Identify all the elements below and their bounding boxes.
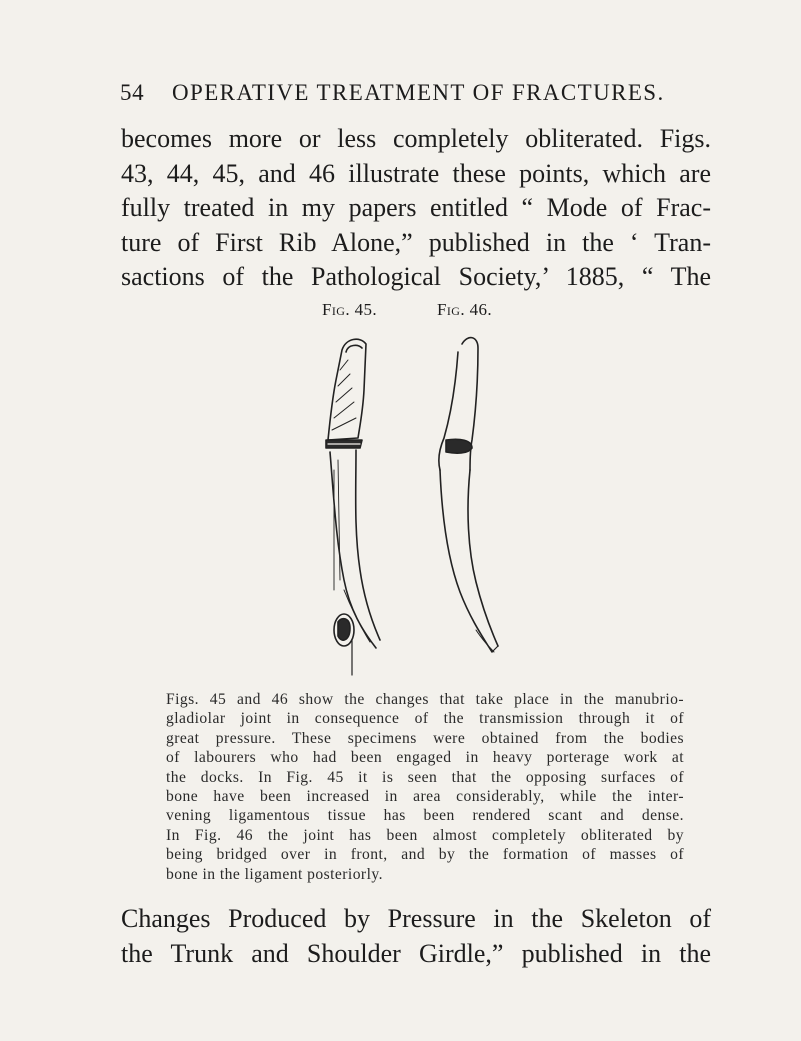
running-title: OPERATIVE TREATMENT OF FRACTURES. — [172, 80, 665, 105]
fig-45-sternum-drawing — [326, 339, 380, 675]
caption-line: Figs. 45 and 46 show the changes that take place in the manubrio- — [166, 691, 684, 708]
caption-line: bone in the ligament posteriorly. — [166, 865, 383, 883]
caption-line: In Fig. 46 the joint has been almost completely obliterated by — [166, 826, 684, 844]
sternum-illustration — [300, 330, 520, 680]
caption-line: being bridged over in front, and by the formation of masses of — [166, 846, 684, 864]
body-line: ture of First Rib Alone,” published in the ‘ Tran- — [121, 227, 711, 257]
running-head — [120, 80, 680, 106]
figure-caption — [166, 690, 684, 884]
body-line: Changes Produced by Pressure in the Skeleton of — [121, 904, 711, 933]
body-line: the Trunk and Shoulder Girdle,” published in the — [121, 938, 711, 968]
page-number: 54 — [120, 80, 145, 105]
body-line: sactions of the Pathological Society,’ 1885, “ The — [121, 262, 711, 291]
fig-45-label: Fig. 45. — [322, 300, 378, 319]
caption-line: the docks. In Fig. 45 it is seen that the opposing surfaces of — [166, 768, 684, 786]
body-paragraph-bottom — [121, 902, 711, 971]
body-line: 43, 44, 45, and 46 illustrate these points, which are — [121, 158, 711, 188]
body-line: becomes more or less completely obliterated. Figs. — [121, 124, 711, 153]
body-line: fully treated in my papers entitled “ Mode of Frac- — [121, 193, 711, 222]
fig-46-sternum-drawing — [439, 338, 498, 652]
caption-line: gladiolar joint in consequence of the transmission through it of — [166, 710, 684, 728]
caption-line: great pressure. These specimens were obtained from the bodies — [166, 729, 684, 747]
caption-line: bone have been increased in area considerably, while the inter- — [166, 788, 684, 806]
body-paragraph-top — [121, 122, 711, 295]
caption-line: of labourers who had been engaged in heavy porterage work at — [166, 749, 684, 767]
caption-line: vening ligamentous tissue has been rendered scant and dense. — [166, 807, 684, 825]
fig-46-label: Fig. 46. — [437, 300, 493, 319]
